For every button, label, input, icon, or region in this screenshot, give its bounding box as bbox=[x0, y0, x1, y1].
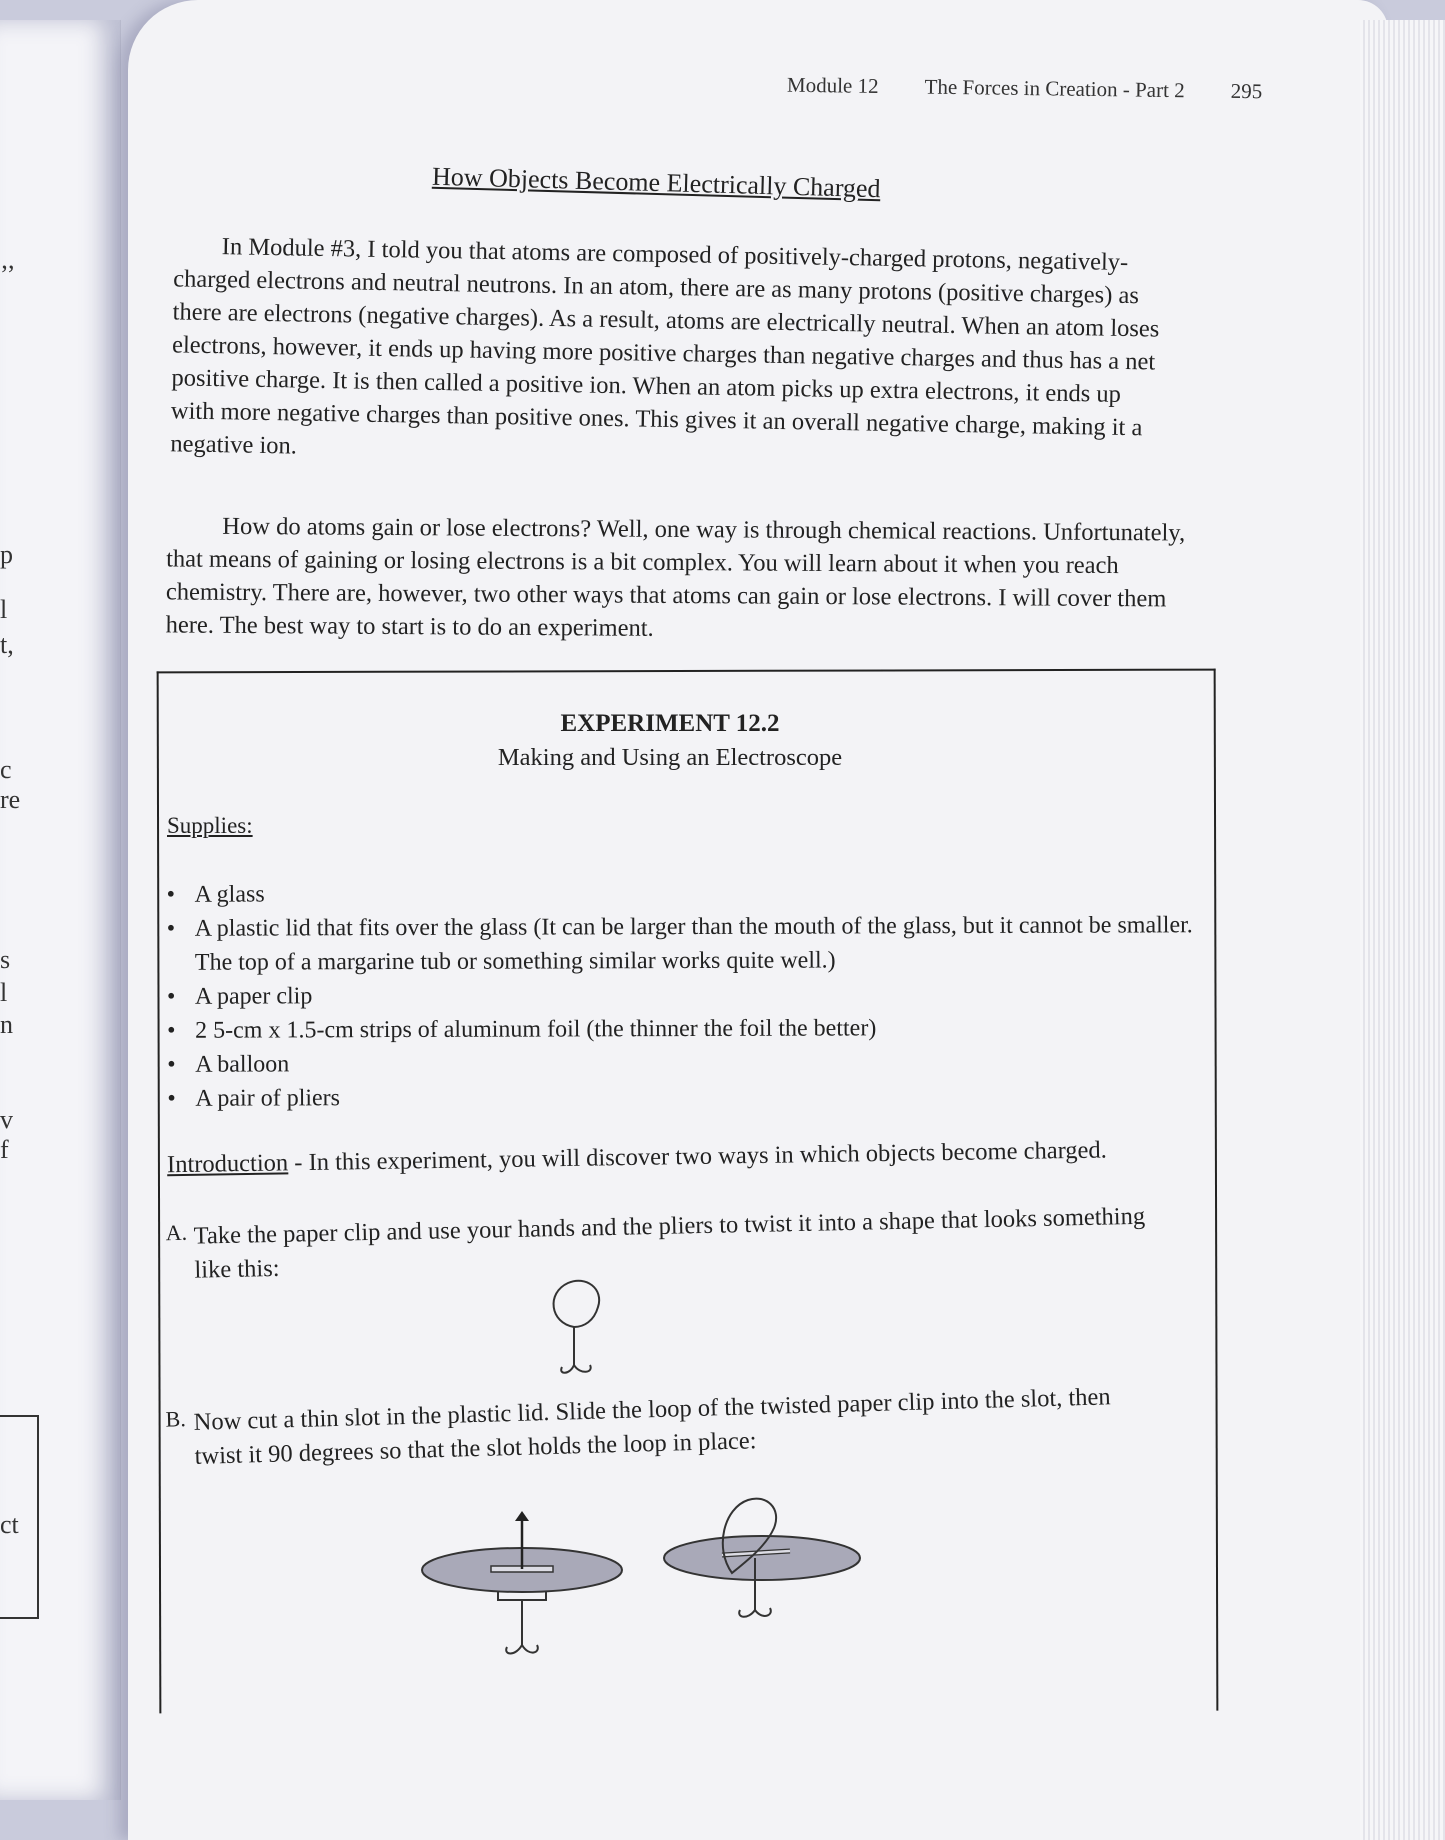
left-page bbox=[0, 20, 121, 1800]
supplies-list bbox=[165, 874, 1206, 1116]
left-page-fragment: p bbox=[0, 540, 13, 569]
left-page-fragment: f bbox=[0, 1135, 9, 1164]
supply-item: • A paper clip bbox=[165, 976, 1205, 1014]
supplies-label: Supplies: bbox=[167, 813, 253, 838]
section-title: How Objects Become Electrically Charged bbox=[431, 161, 881, 204]
step-text: Take the paper clip and use your hands and the pliers to twist it into a shape that looks something like this: bbox=[193, 1202, 1146, 1284]
step-letter: A. bbox=[165, 1219, 188, 1246]
left-page-fragment: l bbox=[0, 595, 8, 624]
left-page-fragment: s bbox=[0, 945, 11, 974]
step-text: Now cut a thin slot in the plastic lid. Slide the loop of the twisted paper clip into the slot, then twist it 90 degrees so that the slot holds the loop in place: bbox=[193, 1383, 1111, 1470]
paragraph: In Module #3, I told you that atoms are composed of positively-charged protons, negatively-charged electrons and neutral neutrons. In an atom, there are as many protons (positive charges) as there are electrons (negative charges). As a result, atoms are electrically neutral. When an atom loses electrons, however, it ends up having more positive charges than negative charges and thus has a net positive charge. It is then called a positive ion. When an atom picks up extra electrons, it ends up with more negative charges than positive ones. This gives it an overall negative charge, making it a negative ion. bbox=[170, 233, 1160, 460]
left-page-fragment: c bbox=[0, 755, 12, 784]
left-page-fragment: re bbox=[0, 785, 21, 814]
left-page-fragment: t, bbox=[0, 630, 14, 659]
supply-item: • A balloon bbox=[165, 1044, 1205, 1082]
supply-item: • A pair of pliers bbox=[165, 1078, 1205, 1116]
page-edges bbox=[1360, 20, 1445, 1840]
left-page-fragment: v bbox=[0, 1105, 13, 1134]
header-title: The Forces in Creation - Part 2 bbox=[924, 74, 1185, 103]
twisted-paper-clip-drawing bbox=[540, 1275, 620, 1380]
left-page-box bbox=[0, 1415, 39, 1619]
left-page-fragment: ’’ bbox=[0, 260, 16, 289]
supply-item: • 2 5-cm x 1.5-cm strips of aluminum foil (the thinner the foil the better) bbox=[165, 1010, 1205, 1048]
header-module: Module 12 bbox=[786, 72, 879, 98]
page-number: 295 bbox=[1230, 78, 1263, 104]
left-page-fragment: l bbox=[0, 978, 8, 1007]
introduction-text: - In this experiment, you will discover two ways in which objects become charged. bbox=[287, 1136, 1108, 1177]
supply-item: • A plastic lid that fits over the glass (It can be larger than the mouth of the glass, but it cannot be smaller. The top of a margarine tub or something similar works quite well.) bbox=[165, 908, 1205, 980]
supply-item: • A glass bbox=[165, 874, 1205, 912]
lid-with-clip-drawing bbox=[415, 1505, 630, 1665]
step-letter: B. bbox=[165, 1406, 187, 1432]
left-page-fragment: n bbox=[0, 1010, 13, 1039]
left-page-fragment: ct bbox=[0, 1510, 19, 1539]
experiment-subtitle: Making and Using an Electroscope bbox=[497, 744, 843, 771]
introduction-label: Introduction bbox=[166, 1149, 289, 1179]
paragraph: How do atoms gain or lose electrons? Well, one way is through chemical reactions. Unfortunately, that means of gaining or losing electrons is a bit complex. You will learn about it when you reach chemistry. There are, however, two other ways that atoms can gain or lose electrons. I will cover them here. The best way to start is to do an experiment. bbox=[165, 512, 1186, 642]
lid-twisted-clip-drawing bbox=[662, 1488, 862, 1648]
experiment-title: EXPERIMENT 12.2 bbox=[560, 710, 780, 737]
